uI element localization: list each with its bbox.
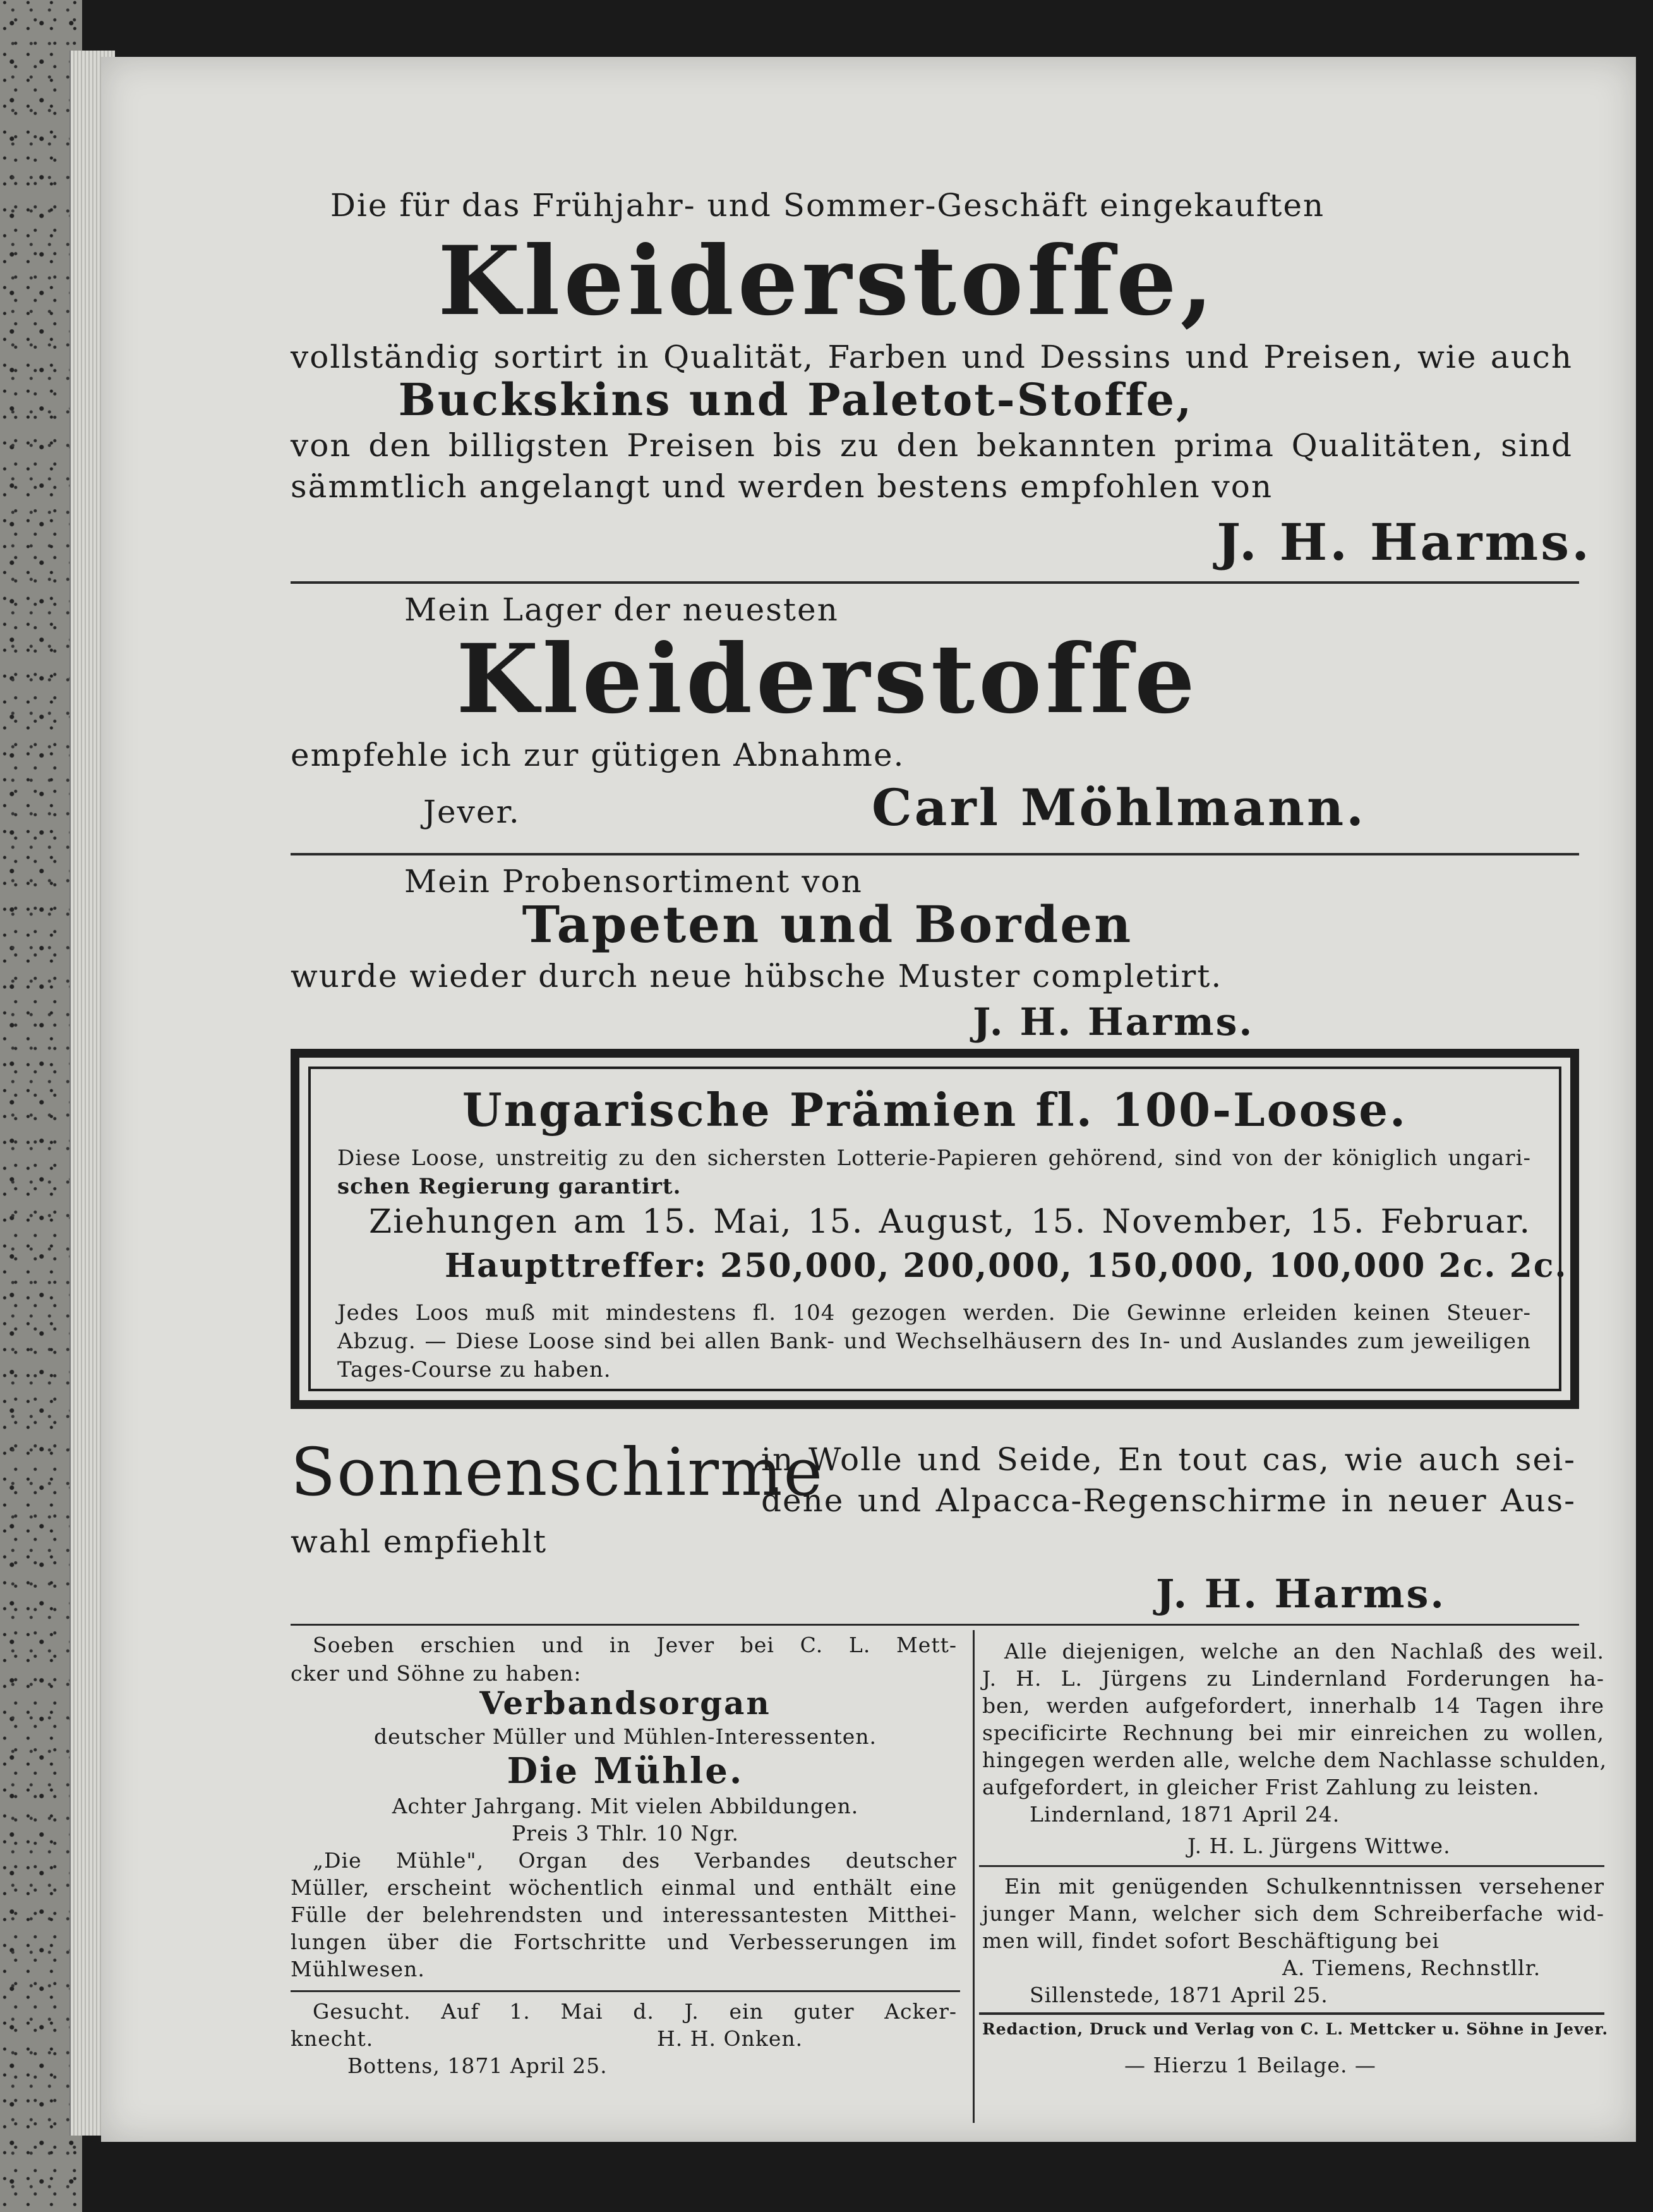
right-s1: Ein mit genügenden Schulkenntnissen versehener	[1004, 1874, 1604, 1899]
ad3-title: Tapeten und Borden	[522, 895, 1133, 954]
ad2-title: Kleiderstoffe	[456, 624, 1199, 735]
ad5-line2: dene und Alpacca-Regenschirme in neuer Aus-	[761, 1482, 1576, 1519]
ad5-line1: in Wolle und Seide, En tout cas, wie auch sei-	[761, 1441, 1576, 1478]
ad2-line1: empfehle ich zur gütigen Abnahme.	[291, 737, 905, 773]
ad1-line3: von den billigsten Preisen bis zu den bekannten prima Qualitäten, sind	[291, 427, 1573, 464]
ad4-line6: Abzug. — Diese Loose sind bei allen Bank- und Wechselhäusern des In- und Auslandes zum jeweiligen	[337, 1329, 1531, 1354]
right-s5: Sillenstede, 1871 April 25.	[1030, 1983, 1328, 2007]
column-divider	[973, 1630, 975, 2123]
right-r3: ben, werden aufgefordert, innerhalb 14 Tagen ihre	[982, 1693, 1604, 1718]
ad2-signature: Carl Möhlmann.	[872, 778, 1367, 837]
divider-1	[291, 581, 1579, 584]
ad4-line4: Haupttreffer: 250,000, 200,000, 150,000, 100,000 2c. 2c.	[445, 1247, 1568, 1285]
ad4-line5: Jedes Loos muß mit mindestens fl. 104 gezogen werden. Die Gewinne erleiden keinen Steuer-	[337, 1300, 1531, 1326]
ad4-title: Ungarische Prämien fl. 100-Loose.	[462, 1083, 1408, 1137]
ad4-line2: schen Regierung garantirt.	[337, 1174, 682, 1199]
ad1-intro: Die für das Frühjahr- und Sommer-Geschäft eingekauften	[330, 187, 1325, 224]
ad5-signature: J. H. Harms.	[1156, 1571, 1446, 1617]
right-s3: men will, findet sofort Beschäftigung bei	[982, 1928, 1440, 1953]
ad4-line1: Diese Loose, unstreitig zu den sichersten Lotterie-Papieren gehörend, sind von der königlich ungari-	[337, 1145, 1531, 1171]
left-l9: lungen über die Fortschritte und Verbesserungen im	[291, 1930, 957, 1954]
right-r5: hingegen werden alle, welche dem Nachlasse schulden,	[982, 1748, 1608, 1772]
left-l3: deutscher Müller und Mühlen-Interessenten.	[373, 1724, 877, 1749]
left-h1: Verbandsorgan	[479, 1684, 771, 1722]
imprint-divider	[979, 2012, 1604, 2015]
newspaper-page	[101, 57, 1636, 2142]
right-s2: junger Mann, welcher sich dem Schreiberfache wid-	[982, 1901, 1604, 1926]
right-s4: A. Tiemens, Rechnstllr.	[1282, 1955, 1541, 1980]
ad5-title: Sonnenschirme	[291, 1434, 824, 1511]
ad1-line1: vollständig sortirt in Qualität, Farben und Dessins und Preisen, wie auch	[291, 339, 1573, 375]
right-r4: specificirte Rechnung bei mir einreichen zu wollen,	[982, 1720, 1604, 1745]
left-g1: Gesucht. Auf 1. Mai d. J. ein guter Acker-	[313, 1999, 957, 2024]
left-l4: Achter Jahrgang. Mit vielen Abbildungen.	[392, 1794, 859, 1818]
lottery-ad-box	[291, 1049, 1579, 1409]
ad1-title: Kleiderstoffe,	[438, 226, 1217, 337]
left-g2a: knecht.	[291, 2026, 374, 2051]
right-supplement: — Hierzu 1 Beilage. —	[1124, 2053, 1376, 2077]
ad5-line3: wahl empfiehlt	[291, 1523, 548, 1560]
left-l6: „Die Mühle", Organ des Verbandes deutscher	[313, 1848, 957, 1873]
left-l8: Fülle der belehrendsten und interessantesten Mitthei-	[291, 1902, 957, 1927]
ad3-line1: wurde wieder durch neue hübsche Muster completirt.	[291, 958, 1223, 994]
right-r7: Lindernland, 1871 April 24.	[1030, 1802, 1340, 1827]
left-divider	[291, 1990, 960, 1992]
left-l2: cker und Söhne zu haben:	[291, 1661, 582, 1686]
right-r8: J. H. L. Jürgens Wittwe.	[1187, 1834, 1451, 1858]
left-l1: Soeben erschien und in Jever bei C. L. Mett-	[313, 1633, 957, 1657]
right-r6: aufgefordert, in gleicher Frist Zahlung zu leisten.	[982, 1775, 1540, 1799]
ad1-line4: sämmtlich angelangt und werden bestens empfohlen von	[291, 468, 1273, 505]
divider-3	[291, 1624, 1579, 1626]
right-r2: J. H. L. Jürgens zu Lindernland Forderungen ha-	[982, 1666, 1604, 1691]
ad3-signature: J. H. Harms.	[973, 1000, 1254, 1044]
left-l5: Preis 3 Thlr. 10 Ngr.	[511, 1821, 740, 1846]
left-h2: Die Mühle.	[507, 1750, 744, 1792]
ad1-signature: J. H. Harms.	[1217, 512, 1592, 572]
ad2-place: Jever.	[423, 794, 520, 830]
ad4-line3: Ziehungen am 15. Mai, 15. August, 15. November, 15. Februar.	[369, 1203, 1531, 1241]
left-g3: Bottens, 1871 April 25.	[347, 2053, 608, 2078]
right-imprint: Redaction, Druck und Verlag von C. L. Mettcker u. Söhne in Jever.	[982, 2020, 1609, 2038]
ad4-line7: Tages-Course zu haben.	[337, 1357, 611, 1382]
left-l10: Mühlwesen.	[291, 1957, 425, 1981]
ad2-intro: Mein Lager der neuesten	[404, 591, 839, 628]
left-l7: Müller, erscheint wöchentlich einmal und enthält eine	[291, 1875, 957, 1900]
ad1-line2: Buckskins und Paletot-Stoffe,	[398, 373, 1194, 426]
ad3-intro: Mein Probensortiment von	[404, 863, 863, 900]
divider-2	[291, 853, 1579, 855]
right-r1: Alle diejenigen, welche an den Nachlaß des weil.	[1004, 1639, 1604, 1664]
left-g2b: H. H. Onken.	[657, 2026, 803, 2051]
right-divider	[979, 1865, 1604, 1867]
